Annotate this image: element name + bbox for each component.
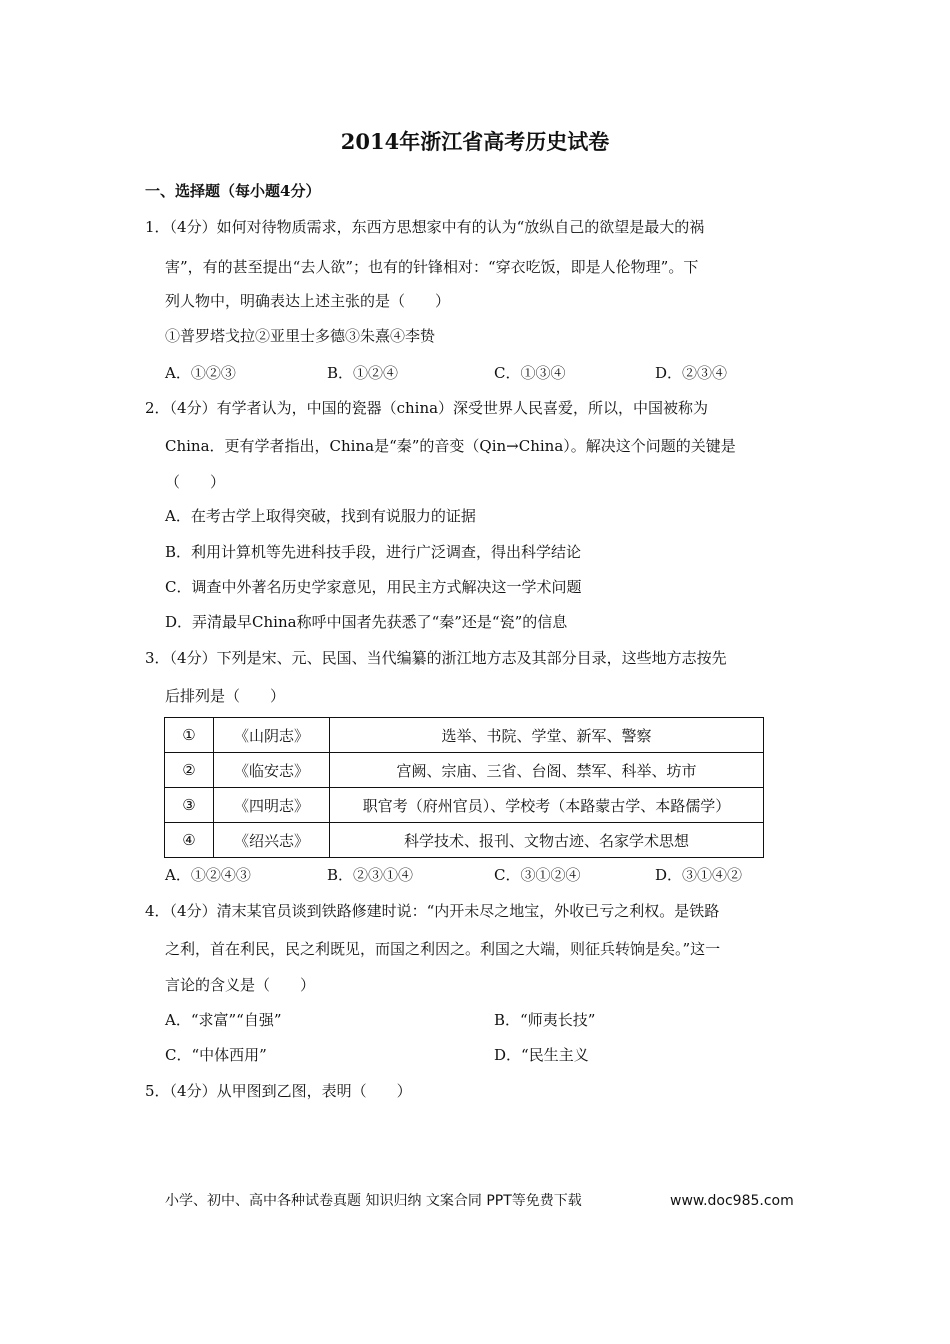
q1-option-b: B．①②④: [327, 364, 399, 382]
gazetteer-name: 《四明志》: [214, 788, 330, 823]
table-row: [165, 788, 764, 823]
gazetteer-contents: 职官考（府州官员）、学校考（本路蒙古学、本路儒学）: [330, 788, 764, 823]
q4-option-d: D．“民生主义: [494, 1046, 589, 1064]
row-number: ①: [165, 718, 214, 753]
q2-line-3: （ ）: [165, 473, 226, 491]
q4-line-3: 言论的含义是（ ）: [165, 976, 316, 994]
footer-text: 小学、初中、高中各种试卷真题 知识归纳 文案合同 PPT等免费下载: [165, 1193, 582, 1209]
section-heading: 一、选择题（每小题4分）: [145, 182, 321, 200]
table-row: [165, 823, 764, 858]
row-number: ④: [165, 823, 214, 858]
gazetteer-table: [164, 717, 764, 858]
gazetteer-contents: 科学技术、报刊、文物古迹、名家学术思想: [330, 823, 764, 858]
q3-line-1: 3．（4分）下列是宋、元、民国、当代编纂的浙江地方志及其部分目录，这些地方志按先: [145, 649, 727, 667]
q4-option-a: A．“求富”“自强”: [165, 1011, 282, 1029]
gazetteer-contents: 宫阙、宗庙、三省、台阁、禁军、科举、坊市: [330, 753, 764, 788]
gazetteer-name: 《山阴志》: [214, 718, 330, 753]
page-title: 2014年浙江省高考历史试卷: [340, 129, 610, 154]
q2-option-d: D．弄清最早China称呼中国者先获悉了“秦”还是“瓷”的信息: [165, 613, 568, 631]
table-row: [165, 753, 764, 788]
q1-line-2: 害”，有的甚至提出“去人欲”；也有的针锋相对：“穿衣吃饭，即是人伦物理”。下: [165, 258, 699, 276]
q1-items: ①普罗塔戈拉②亚里士多德③朱熹④李贽: [165, 327, 436, 345]
q3-line-2: 后排列是（ ）: [165, 687, 286, 705]
gazetteer-name: 《临安志》: [214, 753, 330, 788]
q3-option-a: A．①②④③: [165, 866, 251, 884]
q1-line-1: 1．（4分）如何对待物质需求，东西方思想家中有的认为“放纵自己的欲望是最大的祸: [145, 218, 705, 236]
q2-option-b: B．利用计算机等先进科技手段，进行广泛调查，得出科学结论: [165, 543, 582, 561]
q2-option-c: C．调查中外著名历史学家意见，用民主方式解决这一学术问题: [165, 578, 582, 596]
q4-line-2: 之利，首在利民，民之利既见，而国之利因之。利国之大端，则征兵转饷是矣。”这一: [165, 940, 721, 958]
gazetteer-name: 《绍兴志》: [214, 823, 330, 858]
q3-option-c: C．③①②④: [494, 866, 581, 884]
q1-option-d: D．②③④: [655, 364, 728, 382]
q2-option-a: A．在考古学上取得突破，找到有说服力的证据: [165, 507, 476, 525]
row-number: ②: [165, 753, 214, 788]
q3-option-b: B．②③①④: [327, 866, 414, 884]
q2-line-2: China．更有学者指出，China是“秦”的音变（Qin→China）。解决这个问题的关键是: [165, 437, 736, 455]
q1-line-3: 列人物中，明确表达上述主张的是（ ）: [165, 292, 451, 310]
gazetteer-contents: 选举、书院、学堂、新军、警察: [330, 718, 764, 753]
q4-option-c: C．“中体西用”: [165, 1046, 267, 1064]
q3-option-d: D．③①④②: [655, 866, 743, 884]
q4-line-1: 4．（4分）清末某官员谈到铁路修建时说：“内开未尽之地宝，外收已亏之利权。是铁路: [145, 902, 720, 920]
q1-option-c: C．①③④: [494, 364, 566, 382]
row-number: ③: [165, 788, 214, 823]
page-footer: [165, 1192, 794, 1210]
q2-line-1: 2．（4分）有学者认为，中国的瓷器（china）深受世界人民喜爱，所以，中国被称为: [145, 399, 709, 417]
footer-site-link[interactable]: www.doc985.com: [670, 1193, 794, 1209]
q4-option-b: B．“师夷长技”: [494, 1011, 596, 1029]
q1-option-a: A．①②③: [165, 364, 236, 382]
q5-line-1: 5．（4分）从甲图到乙图，表明（ ）: [145, 1082, 412, 1100]
table-row: [165, 718, 764, 753]
